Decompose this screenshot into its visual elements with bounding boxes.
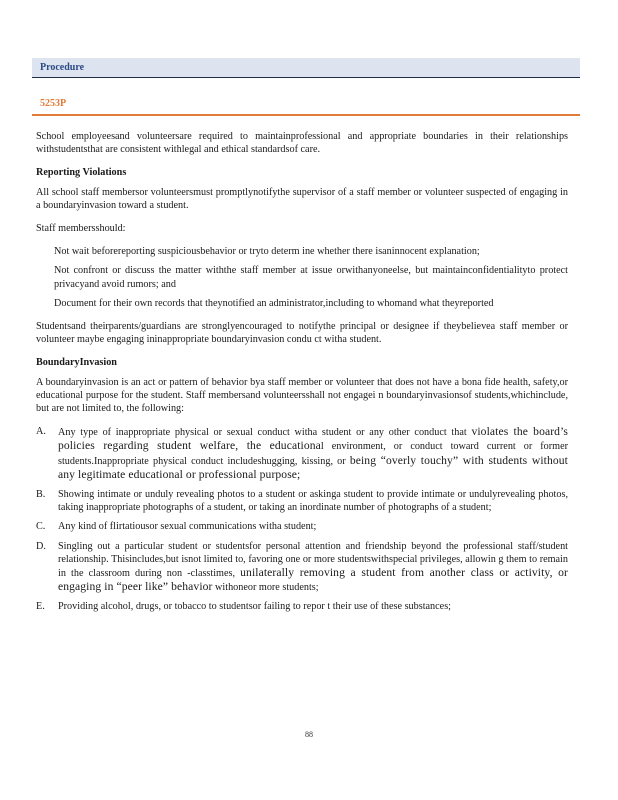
boundary-invasion-list [36, 425, 568, 613]
item-text: Singling out a particular student or studentsfor personal attention and friendship beyond the professional staff/student relationship. Thisincludes,but isnot limited to, favoring one or more studentswithspecial privileges, allowin g them to remain in the classroom during non -classtimes, [58, 540, 568, 580]
bullet-text: Not wait beforereporting suspiciousbehavior or tryto determ ine whether there isaninnocent explanation; [54, 246, 480, 258]
intro-paragraph: School employeesand volunteersare required to maintainprofessional and appropriate boundaries in their relationships withstudentsthat are consistent withlegal and ethical standardsof care. [36, 131, 568, 156]
item-letter: D. [36, 540, 46, 552]
reporting-heading: Reporting Violations [36, 167, 127, 179]
item-letter: B. [36, 489, 46, 501]
item-text: l environment, or conduct toward current or former students.Inappropriate physical conduct includeshugging, kissing, or [58, 441, 568, 467]
item-emphasis-text: violates the board’s policies regarding student welfare, the educationa [58, 425, 568, 453]
item-text: Any kind of flirtatiousor sexual communications witha student; [58, 521, 317, 533]
parents-paragraph: Studentsand theirparents/guardians are stronglyencouraged to notifythe principal or designee if theybelievea staff member or volunteer maybe engaging ininappropriate boundaryinvasion condu ct witha student. [36, 321, 568, 346]
page-number: 88 [305, 730, 313, 739]
list-item [36, 600, 568, 613]
list-item [36, 488, 568, 514]
item-letter: C. [36, 521, 46, 533]
reporting-paragraph: All school staff membersor volunteersmust promptlynotifythe supervisor of a staff member or volunteer suspected of engaging in a boundaryinvasion toward a student. [36, 186, 568, 211]
item-emphasis-text: being “overly touchy” with students without any legitimate educational or professional purpose; [58, 453, 568, 481]
list-item [36, 245, 568, 258]
procedure-header-bar [32, 58, 580, 78]
item-text: Any type of inappropriate physical or sexual conduct witha student or any other conduct that [58, 427, 467, 439]
bullet-text: Document for their own records that theynotified an administrator,including to whomand what theyreported [54, 297, 494, 309]
bullet-text: Not confront or discuss the matter withthe staff member at issue orwithanyoneelse, but maintainconfidentialityto protect privacyand avoid rumors; and [54, 265, 568, 290]
item-text: withoneor more students; [215, 582, 319, 594]
policy-code-divider [32, 114, 580, 116]
boundary-heading: BoundaryInvasion [36, 357, 117, 369]
boundary-intro-paragraph: A boundaryinvasion is an act or pattern of behavior bya staff member or volunteer that does not have a bona fide health, safety,or educational purpose for the student. Staff membersand volunteersshall not engagei n boundaryinvasionsof students,whichinclude, but are not limited to, the following: [36, 376, 568, 415]
item-text: Showing intimate or unduly revealing photos to a student or askinga student to provide intimate or undulyrevealing photos, taking inappropriate photographs of a student, or taking an inordinate number of photographs of a student; [58, 489, 568, 514]
list-item [36, 425, 568, 482]
document-body [36, 130, 568, 620]
policy-code: 5253P [40, 98, 67, 109]
staff-should-label: Staff membersshould: [36, 223, 126, 235]
list-item [36, 520, 568, 533]
list-item [36, 264, 568, 290]
staff-should-list [36, 245, 568, 310]
list-item [36, 540, 568, 595]
section-label: Procedure [40, 62, 85, 73]
item-letter: E. [36, 601, 45, 613]
item-emphasis-text: unilaterally removing a student from another class or activity, or engaging in “peer like” behavior [58, 566, 569, 594]
item-letter: A. [36, 426, 46, 438]
item-text: Providing alcohol, drugs, or tobacco to studentsor failing to repor t their use of these substances; [58, 601, 451, 613]
list-item [36, 297, 568, 310]
